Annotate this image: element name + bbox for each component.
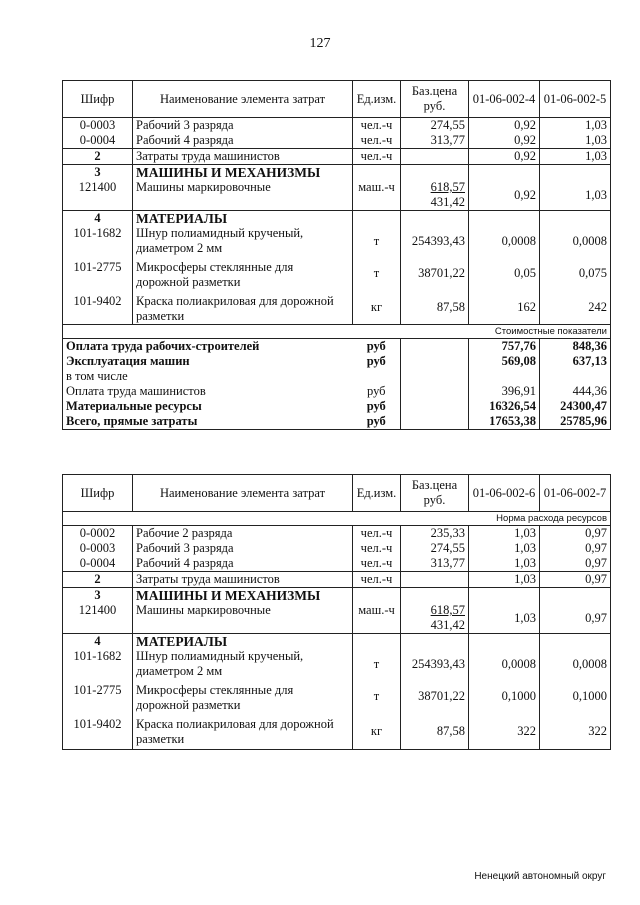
table-row [63, 526, 611, 542]
row-name: Микросферы стеклянные для дорожной разметки [133, 679, 353, 713]
row-code: 101-1682 [63, 226, 133, 256]
row-norm-2: 1,03 [540, 149, 611, 165]
header-unit: Ед.изм. [353, 81, 401, 118]
row-unit: чел.-ч [353, 133, 401, 149]
summary-value-1: 569,08 [469, 354, 540, 369]
row-price: 274,55 [401, 118, 469, 134]
row-norm-2: 0,0008 [540, 649, 611, 679]
row-norm-1: 322 [469, 713, 540, 750]
section-title: МАТЕРИАЛЫ [133, 634, 353, 650]
row-price: 313,77 [401, 556, 469, 572]
section-code: 4 [63, 211, 133, 227]
row-norm-1: 0,05 [469, 256, 540, 290]
summary-value-1: 17653,38 [469, 414, 540, 430]
header-price: Баз.цена руб. [401, 475, 469, 512]
row-price: 38701,22 [401, 256, 469, 290]
summary-label: Материальные ресурсы [63, 399, 353, 414]
header-unit: Ед.изм. [353, 475, 401, 512]
row-unit: чел.-ч [353, 556, 401, 572]
row-name: Затраты труда машинистов [133, 572, 353, 588]
header-name: Наименование элемента затрат [133, 81, 353, 118]
summary-value-1: 16326,54 [469, 399, 540, 414]
row-name: Рабочий 4 разряда [133, 133, 353, 149]
row-unit: чел.-ч [353, 526, 401, 542]
row-name: Машины маркировочные [133, 603, 353, 634]
row-norm-2: 242 [540, 290, 611, 325]
table-row [63, 556, 611, 572]
row-price: 38701,22 [401, 679, 469, 713]
row-name: Машины маркировочные [133, 180, 353, 211]
row-unit: чел.-ч [353, 541, 401, 556]
row-price: 87,58 [401, 713, 469, 750]
row-norm-1: 1,03 [469, 572, 540, 588]
row-name: Рабочие 2 разряда [133, 526, 353, 542]
header-code: Шифр [63, 475, 133, 512]
summary-unit: руб [353, 414, 401, 430]
row-code: 101-2775 [63, 679, 133, 713]
cost-indicators-caption: Стоимостные показатели [63, 325, 611, 339]
table-row [63, 713, 611, 750]
row-unit: кг [353, 290, 401, 325]
row-code: 121400 [63, 180, 133, 211]
row-code: 0-0003 [63, 118, 133, 134]
summary-unit: руб [366, 399, 386, 413]
section-code: 4 [63, 634, 133, 650]
price-base: 431,42 [430, 618, 465, 632]
row-code: 2 [63, 572, 133, 588]
row-price [401, 603, 469, 634]
row-norm-1: 162 [469, 290, 540, 325]
row-norm-1: 0,92 [469, 118, 540, 134]
row-norm-2: 0,97 [540, 556, 611, 572]
caption-row [63, 325, 611, 339]
table-row [63, 679, 611, 713]
summary-value-2: 848,36 [540, 339, 611, 355]
row-name: Шнур полиамидный крученый, диаметром 2 мм [133, 226, 353, 256]
summary-unit [353, 369, 401, 384]
table-row [63, 149, 611, 165]
rates-table-2 [62, 474, 611, 750]
section-row [63, 165, 611, 181]
row-name: Краска полиакриловая для дорожной разметки [133, 713, 353, 750]
table-row [63, 180, 611, 211]
row-unit: т [353, 256, 401, 290]
row-price: 87,58 [401, 290, 469, 325]
caption-row [63, 512, 611, 526]
row-norm-1: 0,92 [469, 180, 540, 211]
header-code: Шифр [63, 81, 133, 118]
row-name: Шнур полиамидный крученый, диаметром 2 мм [133, 649, 353, 679]
row-code: 101-1682 [63, 649, 133, 679]
summary-label: Оплата труда машинистов [63, 384, 353, 399]
summary-label: в том числе [63, 369, 353, 384]
row-unit: чел.-ч [353, 118, 401, 134]
row-norm-1: 0,1000 [469, 679, 540, 713]
price-current: 618,57 [430, 180, 465, 194]
summary-value-2: 637,13 [540, 354, 611, 369]
summary-label: Эксплуатация машин [63, 354, 353, 369]
table-row [63, 541, 611, 556]
row-name: Рабочий 3 разряда [133, 118, 353, 134]
row-name: Рабочий 4 разряда [133, 556, 353, 572]
table-row [63, 226, 611, 256]
page-number: 127 [309, 36, 331, 51]
header-name: Наименование элемента затрат [133, 475, 353, 512]
table-row [63, 603, 611, 634]
section-row [63, 211, 611, 227]
section-title: МАШИНЫ И МЕХАНИЗМЫ [133, 165, 353, 181]
row-price: 313,77 [401, 133, 469, 149]
row-price: 235,33 [401, 526, 469, 542]
footer-region-name: Ненецкий автономный округ [474, 871, 606, 882]
row-norm-1: 1,03 [469, 526, 540, 542]
row-price: 254393,43 [401, 226, 469, 256]
row-norm-1: 1,03 [469, 603, 540, 634]
summary-value-2 [540, 369, 611, 384]
row-name: Микросферы стеклянные для дорожной разметки [133, 256, 353, 290]
header-norm-2: 01-06-002-7 [540, 475, 611, 512]
row-name: Рабочий 3 разряда [133, 541, 353, 556]
row-norm-1: 0,0008 [469, 226, 540, 256]
summary-row [63, 414, 611, 430]
row-norm-1: 0,92 [469, 133, 540, 149]
row-norm-1: 0,0008 [469, 649, 540, 679]
summary-row [63, 399, 611, 414]
row-norm-1: 0,92 [469, 149, 540, 165]
summary-value-2: 24300,47 [540, 399, 611, 414]
section-row [63, 634, 611, 650]
price-base: 431,42 [430, 195, 465, 209]
row-norm-2: 0,0008 [540, 226, 611, 256]
table-row [63, 572, 611, 588]
row-unit: маш.-ч [353, 180, 401, 211]
row-norm-2: 0,97 [540, 572, 611, 588]
table-row [63, 118, 611, 134]
table-header-row [63, 81, 611, 118]
header-norm-2: 01-06-002-5 [540, 81, 611, 118]
row-norm-2: 0,97 [540, 526, 611, 542]
table-row [63, 256, 611, 290]
table-header-row [63, 475, 611, 512]
summary-unit: руб [366, 339, 386, 353]
row-price: 254393,43 [401, 649, 469, 679]
row-unit: маш.-ч [353, 603, 401, 634]
price-current: 618,57 [430, 603, 465, 617]
section-code: 3 [63, 165, 133, 181]
rates-table-1 [62, 80, 611, 430]
header-price: Баз.цена руб. [401, 81, 469, 118]
summary-value-1: 757,76 [469, 339, 540, 355]
section-row [63, 588, 611, 604]
row-norm-1: 1,03 [469, 556, 540, 572]
section-title: МАТЕРИАЛЫ [133, 211, 353, 227]
section-title: МАШИНЫ И МЕХАНИЗМЫ [133, 588, 353, 604]
table-row [63, 133, 611, 149]
summary-value-2: 25785,96 [540, 414, 611, 430]
row-code: 0-0003 [63, 541, 133, 556]
row-code: 0-0002 [63, 526, 133, 542]
row-unit: т [353, 649, 401, 679]
row-code: 101-9402 [63, 713, 133, 750]
section-code: 3 [63, 588, 133, 604]
summary-row [63, 384, 611, 399]
summary-value-2: 444,36 [540, 384, 611, 399]
row-code: 101-2775 [63, 256, 133, 290]
resource-norm-caption: Норма расхода ресурсов [63, 512, 611, 526]
summary-row [63, 339, 611, 355]
row-norm-2: 1,03 [540, 133, 611, 149]
row-norm-2: 0,97 [540, 603, 611, 634]
row-code: 121400 [63, 603, 133, 634]
header-norm-1: 01-06-002-4 [469, 81, 540, 118]
row-unit: т [353, 226, 401, 256]
row-name: Затраты труда машинистов [133, 149, 353, 165]
row-price: 274,55 [401, 541, 469, 556]
row-name: Краска полиакриловая для дорожной разметки [133, 290, 353, 325]
summary-unit: руб [366, 354, 386, 368]
row-norm-2: 0,075 [540, 256, 611, 290]
row-code: 0-0004 [63, 556, 133, 572]
row-norm-2: 0,1000 [540, 679, 611, 713]
row-unit: чел.-ч [353, 572, 401, 588]
row-unit: т [353, 679, 401, 713]
row-norm-1: 1,03 [469, 541, 540, 556]
row-price [401, 180, 469, 211]
row-norm-2: 1,03 [540, 180, 611, 211]
row-price [401, 149, 469, 165]
row-norm-2: 0,97 [540, 541, 611, 556]
header-norm-1: 01-06-002-6 [469, 475, 540, 512]
summary-value-1: 396,91 [469, 384, 540, 399]
table-row [63, 290, 611, 325]
summary-label: Оплата труда рабочих-строителей [63, 339, 353, 355]
row-unit: кг [353, 713, 401, 750]
summary-row [63, 369, 611, 384]
row-code: 101-9402 [63, 290, 133, 325]
row-price [401, 572, 469, 588]
summary-row [63, 354, 611, 369]
row-norm-2: 322 [540, 713, 611, 750]
summary-value-1 [469, 369, 540, 384]
row-norm-2: 1,03 [540, 118, 611, 134]
summary-label: Всего, прямые затраты [63, 414, 353, 430]
row-code: 2 [63, 149, 133, 165]
table-row [63, 649, 611, 679]
row-unit: чел.-ч [353, 149, 401, 165]
row-code: 0-0004 [63, 133, 133, 149]
summary-unit: руб [366, 384, 386, 398]
